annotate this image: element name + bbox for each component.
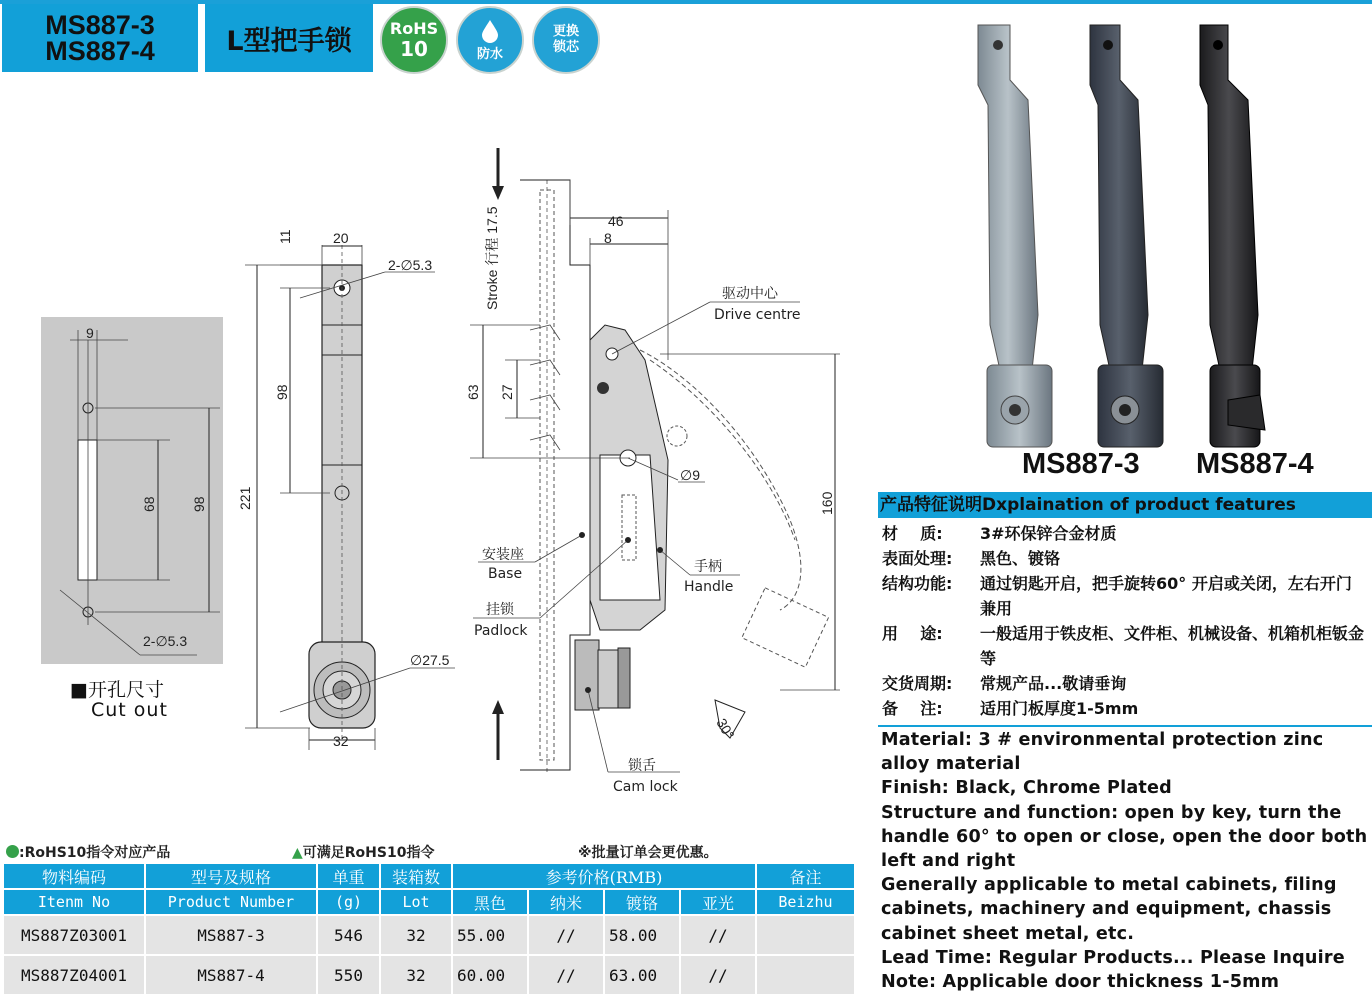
feature-key: 备 注: — [882, 699, 943, 718]
feature-value: 通过钥匙开启，把手旋转60° 开启或关闭，左右开门兼用 — [980, 574, 1352, 618]
cell-lot: 32 — [380, 955, 452, 995]
photo-black-lock — [1200, 25, 1265, 447]
side-dim-160: 160 — [819, 491, 835, 515]
cell-nano: // — [528, 915, 604, 955]
label-base-en: Base — [488, 566, 523, 582]
feature-row — [882, 696, 1367, 721]
side-dim-46: 46 — [608, 213, 624, 229]
side-dim-8: 8 — [604, 230, 612, 246]
cell-product: MS887-4 — [145, 955, 317, 995]
product-name: L型把手锁 — [226, 25, 352, 57]
front-dim-cylinder: ∅27.5 — [410, 652, 450, 668]
english-line: Note: Applicable door thickness 1-5mm — [881, 972, 1280, 993]
front-dim-98: 98 — [274, 384, 290, 400]
th-item-en: Itenm No — [3, 889, 145, 915]
th-lot: 装箱数 — [380, 863, 452, 889]
product-photos — [960, 15, 1360, 455]
th-chrome: 镀铬 — [604, 889, 680, 915]
side-dim-9: ∅9 — [680, 467, 700, 483]
front-view-diagram — [237, 229, 455, 750]
english-line: Lead Time: Regular Products... Please Inquire — [881, 947, 1345, 968]
rohs-badge-bottom: 10 — [400, 37, 428, 61]
english-line: Structure and function: open by key, turn the handle 60° to open or close, open the door both left and right — [881, 802, 1368, 872]
cell-product: MS887-3 — [145, 915, 317, 955]
feature-value: 适用门板厚度1-5mm — [980, 699, 1139, 718]
waterproof-badge-label: 防水 — [476, 46, 503, 62]
legend-rohs — [6, 842, 170, 862]
cell-chrome: 63.00 — [604, 955, 680, 995]
cutout-title-cn: ■开孔尺寸 — [70, 679, 164, 701]
photo-chrome-lock — [978, 25, 1052, 447]
feature-key: 结构功能: — [882, 574, 953, 593]
model-line-1: MS887-3 — [45, 10, 155, 40]
cell-black: 55.00 — [452, 915, 528, 955]
cell-item: MS887Z03001 — [3, 915, 145, 955]
side-view-diagram — [465, 148, 840, 795]
english-line: Finish: Black, Chrome Plated — [881, 778, 1172, 799]
legend-meets — [292, 842, 434, 862]
th-product-en: Product Number — [145, 889, 317, 915]
rohs-badge-top: RoHS — [389, 19, 439, 38]
side-dim-27: 27 — [499, 384, 515, 400]
feature-row — [882, 571, 1367, 621]
feature-key: 用 途: — [882, 624, 943, 643]
cutout-title — [70, 675, 164, 702]
cell-black: 60.00 — [452, 955, 528, 995]
front-dim-20: 20 — [333, 230, 349, 246]
label-drive-cn: 驱动中心 — [722, 286, 778, 302]
th-black: 黑色 — [452, 889, 528, 915]
features-list — [882, 521, 1367, 721]
th-price: 参考价格(RMB) — [452, 863, 756, 889]
label-handle-cn: 手柄 — [694, 559, 722, 575]
front-dim-32: 32 — [333, 733, 349, 749]
cell-chrome: 58.00 — [604, 915, 680, 955]
cell-matte: // — [680, 915, 756, 955]
th-matte: 亚光 — [680, 889, 756, 915]
th-product: 型号及规格 — [145, 863, 317, 889]
model-line-2: MS887-4 — [45, 36, 155, 66]
th-note: 备注 — [756, 863, 855, 889]
feature-key: 交货周期: — [882, 674, 953, 693]
replace-core-bottom: 锁芯 — [552, 40, 579, 55]
cell-nano: // — [528, 955, 604, 995]
price-table — [2, 862, 856, 996]
side-dim-stroke: Stroke 行程 17.5 — [484, 206, 500, 310]
feature-value: 一般适用于铁皮柜、文件柜、机械设备、机箱机柜钣金等 — [980, 624, 1365, 668]
green-triangle-icon: ▲ — [292, 845, 303, 861]
cutout-dim-9: 9 — [86, 325, 94, 341]
feature-key: 表面处理: — [882, 549, 953, 568]
side-dim-angle: 30° — [713, 715, 738, 742]
english-line: Generally applicable to metal cabinets, filing cabinets, machinery and equipment, chassis cabinet sheet metal, etc. — [881, 875, 1337, 944]
label-base-cn: 安装座 — [482, 547, 524, 563]
label-cam-cn: 锁舌 — [628, 758, 656, 774]
green-dot-icon — [6, 845, 19, 858]
cutout-dim-98: 98 — [191, 496, 207, 512]
th-item: 物料编码 — [3, 863, 145, 889]
label-padlock-cn: 挂锁 — [486, 602, 514, 618]
cell-lot: 32 — [380, 915, 452, 955]
feature-value: 常规产品...敬请垂询 — [980, 674, 1127, 693]
features-separator — [878, 725, 1372, 727]
feature-row — [882, 671, 1367, 696]
feature-value: 3#环保锌合金材质 — [980, 524, 1117, 543]
english-line: Material: 3 # environmental protection zinc alloy material — [881, 730, 1324, 775]
front-dim-11: 11 — [277, 229, 293, 244]
feature-row — [882, 546, 1367, 571]
photo-dark-lock — [1090, 25, 1163, 447]
features-title: 产品特征说明Dxplaination of product features — [878, 492, 1372, 518]
cell-note — [756, 915, 855, 955]
th-note-en: Beizhu — [756, 889, 855, 915]
cutout-diagram — [60, 325, 220, 655]
replace-core-top: 更换 — [552, 24, 579, 39]
side-dim-63: 63 — [465, 384, 481, 400]
label-handle-en: Handle — [684, 579, 734, 595]
legend-meets-text: 可满足RoHS10指令 — [302, 845, 435, 861]
feature-row — [882, 521, 1367, 546]
cutout-dim-68: 68 — [141, 496, 157, 512]
feature-value: 黑色、镀铬 — [980, 549, 1061, 568]
legend-rohs-text: :RoHS10指令对应产品 — [19, 845, 171, 861]
th-weight: 单重 — [317, 863, 380, 889]
cell-note — [756, 955, 855, 995]
cutout-dim-holes: 2-∅5.3 — [143, 633, 188, 649]
features-english — [881, 728, 1369, 994]
label-cam-en: Cam lock — [613, 779, 678, 795]
cell-weight: 546 — [317, 915, 380, 955]
table-row — [3, 915, 855, 955]
th-lot-en: Lot — [380, 889, 452, 915]
front-dim-221: 221 — [237, 486, 253, 510]
feature-key: 材 质: — [882, 524, 943, 543]
label-drive-en: Drive centre — [714, 307, 801, 323]
cell-item: MS887Z04001 — [3, 955, 145, 995]
th-weight-en: (g) — [317, 889, 380, 915]
label-padlock-en: Padlock — [474, 623, 528, 639]
photo-caption-right: MS887-4 — [1196, 448, 1314, 480]
photo-caption-left: MS887-3 — [1022, 448, 1140, 480]
cell-matte: // — [680, 955, 756, 995]
legend-bulk: ※批量订单会更优惠。 — [578, 845, 718, 861]
table-row — [3, 955, 855, 995]
feature-row — [882, 621, 1367, 671]
cutout-title-en: Cut out — [91, 699, 168, 721]
th-nano: 纳米 — [528, 889, 604, 915]
cell-weight: 550 — [317, 955, 380, 995]
front-dim-holes: 2-∅5.3 — [388, 257, 433, 273]
